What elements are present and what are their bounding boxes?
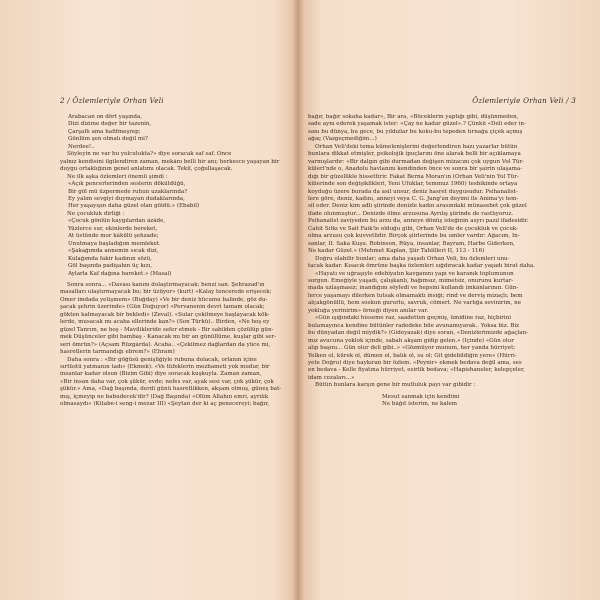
text-line: «Çocuk gönlün kaygılardan âzâde,	[68, 218, 166, 225]
text-line: At üstünde mor kâkülü şehzade;	[68, 233, 159, 240]
text-line: güzel Tanrım, ne hoş - Mavilikleride sefer etmek - Bir sabilden çözülüp gün-	[60, 326, 274, 333]
text-line: olmasaydı» (Kitabe-i seng-i mezar III) «Şeytan der ki aç penecereyi; bağır,	[60, 401, 270, 408]
text-line: yokluğa yerinirim» örneği diyen anılar var.	[308, 307, 429, 314]
text-line: insanlar kadar olsun (Bizim Gibi) diye soracak kuşkuyla. Zaman zaman,	[60, 371, 262, 378]
text-line: Aylarla Kaf dağına hareket.» (Masal)	[68, 270, 172, 277]
text-line: sanlar, II. Saka Kuşu. Robinson, Rüya, insanlar, Bayram, Harbe Giderken,	[308, 240, 515, 247]
left-page-text	[60, 114, 288, 409]
text-line: Yelken ol, kürek ol, dümen ol, balık ol, su ol; Git gidebildiğin yere» (Hürri-	[308, 352, 517, 359]
right-page	[298, 0, 600, 600]
text-line: Ne ilk aşka özlemleri önemli şimdi :	[67, 173, 168, 180]
text-line: Nerdee!..	[68, 143, 95, 150]
text-line: Ömer imdada yetişmem» (Buğday) «Ve bir deniz hücumu balinde, göz du-	[60, 296, 268, 303]
text-line: mek Düşünceler gibi bambaş - Kanacak mı bir an günüllüme, kuşlar gibi ser-	[60, 334, 277, 341]
text-line: gökten kalmayacak bir bekledi» (Zeval). «Sular çekilmeye başlayacak kök-	[60, 311, 270, 318]
text-line: Ne kadar Güzel.» (Mehmet Kaplan, Şiir Tahlilleri II, 113 - 116)	[308, 248, 485, 255]
text-line: külerl'nde o, Anadolu havlanını kendinden önce ve sonra bir şairin ulaşama-	[308, 166, 523, 173]
text-line: Göl başında padişahın üç kızı,	[68, 263, 153, 270]
text-line: Unutmaya başladığım memleket.	[68, 240, 161, 247]
text-line: mış, içmeyip ne babudecek'dir? (Dağ Başında) «Ölüm Allahın emri, ayrılık	[60, 393, 269, 400]
text-line: ağaç (Vazgeçmediğim...)	[308, 136, 377, 143]
text-line: mada uzlaşmasız; inandığını söyledi ve hepsini kullandı imkânlarının. Gün-	[308, 285, 519, 292]
left-page	[0, 0, 298, 600]
text-line: Yüzlerce sur, ekinlerde bereket,	[68, 225, 158, 232]
text-line: Ey yalım sevgiyi duymayan dudaklarında,	[68, 195, 185, 202]
left-running-head: 2 / Özlemleriyle Orhan Veli	[60, 96, 164, 105]
text-line: Çarşaflı ama hafifmeşrep;	[68, 128, 141, 135]
right-running-head: Özlemleriyle Orhan Veli / 3	[472, 96, 576, 105]
text-line: Dizi dizime değer bir tazenin,	[68, 121, 152, 128]
text-line: Cahit Sıtkı ve Sait Faik'le olduğu gibi, Orhan Veli'de de çocukluk ve çocuk-	[308, 225, 519, 232]
text-line: sanı bu dünya, bu gece, bu yıldızlar bu koku-bu tepeden tırnağa çiçek açmış	[308, 128, 523, 135]
text-line: seri ömrün?» (Açsam Rüzgârda). Acaba.. «Çekilmez dağlardan da yüce mi,	[60, 341, 271, 348]
text-line: Sonra sonra... «Davası kanını dolaştırmayacak; benzi san. Şehrazad'ın	[67, 281, 265, 288]
text-line: «Hayatı ve uğraşıyle edebiyatın kavganını yapı ve karanık toplumunun	[315, 270, 514, 277]
text-line: Ne çocukluk dirliği :	[67, 210, 125, 217]
text-line: sırtüstü yatmanın tadı» (Ekmek). «Ve tüfeklerin mezbameti yok mudur, bir	[60, 363, 270, 370]
text-line: alçakgönüllü, hem soskun gururlu, savruk, cömert. Ne varlığa sevinirim, ne	[308, 300, 521, 307]
text-line: bunlara dikkat etmişler, psikolojik ipuçlarını öne alarak belli bir açıklamaya	[308, 151, 521, 158]
text-line: «Açık pencerlerinden seslerin döküldüğü,	[68, 181, 186, 188]
book-gutter	[292, 0, 304, 600]
text-line: bu dünyadan değil miydik?» (Gideyazak) diye soran, «Denizlerimizde ağaçlan-	[308, 330, 529, 337]
text-line: lere göre, deniz, kadını, anneyi veya C. G. Jung'un deyimi ile Anima'yı tem-	[308, 195, 519, 202]
text-line: Bütün bunlara karşın gene bir mutluluk payı var gibidir :	[315, 382, 476, 389]
text-line: yalnız kendisini ilgilendiren zaman, mekânı belli bir anı; herkesce yaşayan bir	[60, 158, 280, 165]
text-line: hasretlerin tarmandığı ebrem?» (Ehram)	[60, 349, 175, 356]
text-line: yete Doğru) diye haykıran bir özlem. «Peynir» ekmek bedava değil ama, ses	[308, 359, 522, 366]
text-line: Doğru olabilir bunlar; ama daha yaşadı Orhan Veli, bu özlemleri unu-	[315, 255, 510, 262]
text-line: şükür.» Ama, «Dağ başında, derdi günü hasretlikken, akşam olmuş, güneş bat-	[60, 386, 282, 393]
text-line: sil eder. Deniz kim adlı şiirinde denizle kadın arasındaki münasebet çok güzel	[308, 203, 527, 210]
text-line: Kulağımda fakir kadının sözü,	[68, 255, 152, 262]
text-line: mız avucuna yoklok içinde, sabah akşam gidip gelen.» (İçinde) «Gün olur	[308, 337, 514, 344]
text-line: Daha sonra : «Bir göğüsü genişliğiyle rubuna dolacak, orlanın içine	[67, 356, 257, 363]
text-line: Arabacan on dört yaşında,	[68, 114, 143, 120]
text-line: sade aynı ederek yaşamak ister: «Çay ne kadar güzel».? Çünkü «Deli eder in-	[308, 121, 526, 128]
text-line: lerde, musacak mı acaba ellerinde kan?» (Son Türkü).. Birden, «Ne hoş ey	[60, 319, 270, 326]
text-line: tacak kadar. Kısacık ömrüne başka özlemleri sığdıracak kadar yaşadı birat daha.	[308, 263, 536, 270]
text-line: en bedava - Kelle fiyatına hürriyet, esirlik bedava; «Hapishaneler, kelepçeler,	[308, 367, 525, 374]
text-line: alıp başını... Gün olur deli gibi..» «Gözmüyor munum, her yanda hürriyet;	[308, 345, 516, 352]
text-line: masalları ulaştırmayacak bu; bir üzüyor» (kurt) «Kalay tencerede erişecek;	[60, 289, 272, 296]
text-line: koyduğu üzere burada da asil unsur, deniz hasret duygusudur. Psihanalist-	[308, 188, 518, 195]
text-line: «Şakağımda annemin sıcak dizi,	[68, 248, 159, 255]
text-line: Bir göl mü üzpermede ruhun uzaklarında?	[68, 188, 188, 195]
text-line: «Bir insan daha var, çok şükür, evde; nefes var, ayak sesi var, çok şükür, çok	[60, 378, 274, 385]
text-line: Ne bâğıt isterim, ne kalem	[382, 401, 458, 408]
text-line: olma arzusu çok kuvvetlidir. Birçok şiirlerinde bu umler vardır: Ağacım, İn-	[308, 233, 520, 240]
text-line: bulamayınca kendine bütünler radedeke bile avunamıyarak.. Yoksa biz. Biz	[308, 322, 520, 329]
text-line: sorgun. Emeğiyle yaşadı, çalışkanlı, bağımsız, mimetsiz, onurunu kurtar-	[308, 277, 514, 284]
text-line: Mesut sanmak için kendimi	[382, 393, 460, 400]
text-line: dığı bir güzellikle hissettirir. Fakat Berna Moran'ın (Orhan Veli'nin Yol Tür-	[308, 173, 519, 180]
text-line: lerce yaşamayı dilerken tutsak olmamaktı insiği; rind ve derviş mizaçlı; bem	[308, 292, 523, 299]
text-line: Orhan Veli'deki tema kümelenişlerini değerlendiren bazı yazarlar bütün	[315, 143, 518, 150]
text-line: Söyleyin ne var bu yolculukta?» diye soracak saf saf. Önce	[67, 151, 232, 158]
text-line: idam cezaları...»	[308, 374, 355, 381]
text-line: Her yaşayışın daha güzel olan göldü.» (Ebabil)	[68, 203, 200, 210]
text-line: külerinde son değişiklikleri, Yeni Ufuklar, temmuz 1960) tesbikinde ortaya	[308, 181, 518, 188]
text-line: şacak şehrin üzerinde» (Gün Doğuyor) «Pervanenin devri tamam olacak;	[60, 304, 265, 311]
text-line: ifade olunmuştur... Denizde ölme arzusuna Ayrılış şiirinde de rastlıyoruz.	[308, 210, 514, 217]
right-page-text	[308, 114, 580, 409]
text-line: «Gün ışığındaki hisseme raz, saadetten geçmiş, ümidine raz, hiçbirini	[315, 315, 512, 322]
text-line: Gönlüm şen olmalı değil mi?	[68, 136, 148, 143]
text-line: varmışlardır: «Bir dalgın gibi durmadan değişen mizacını çok uygun Vol Tür-	[308, 158, 524, 165]
text-line: duygu ortaklığının genel anlatımı olacak. Tekil, çoğullaşacak.	[60, 166, 233, 173]
text-line: Psihanalist zaviyeden bu arzu da, anneye dönüş isteğinin asyrı pazıl ifadesidir.	[308, 218, 529, 225]
text-line: bağır, bağır sokaha kadar», Bir ara, «Böceklerin yaptığı gibi, düşünmeden,	[308, 114, 519, 120]
